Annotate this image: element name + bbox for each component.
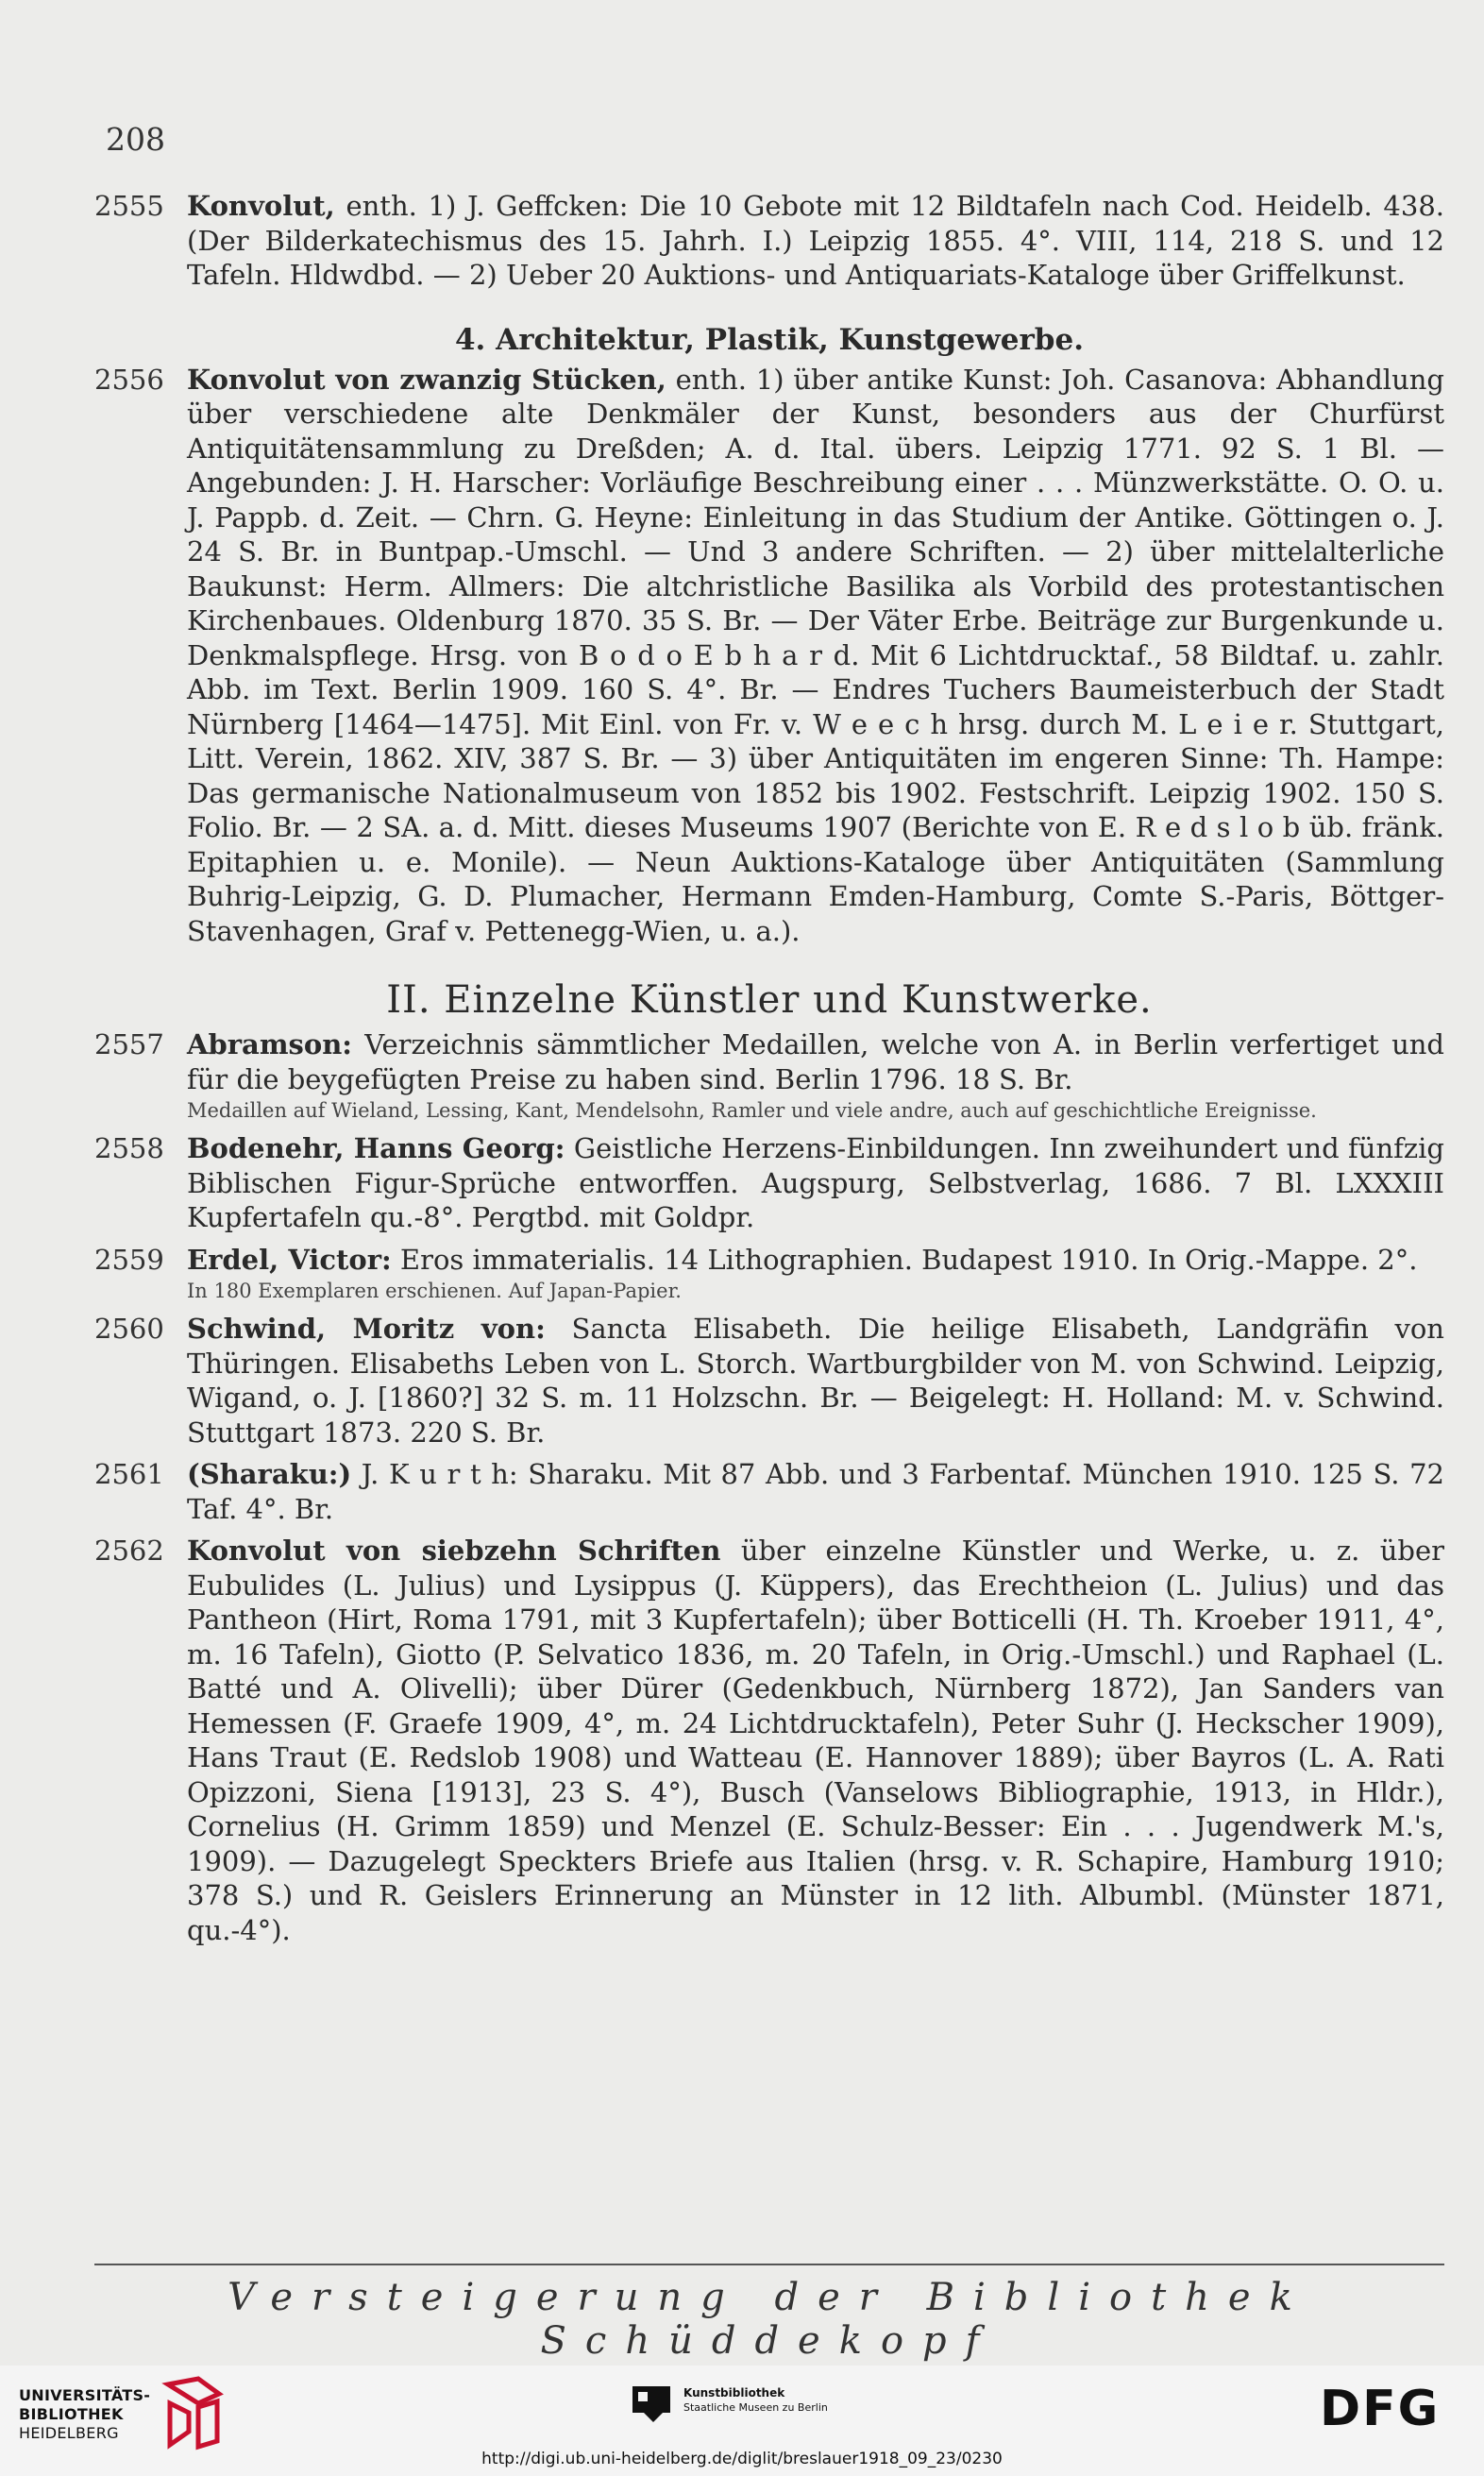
catalog-entry	[94, 1534, 1444, 1947]
entry-body	[187, 1312, 1444, 1450]
entry-heading: Erdel, Victor:	[187, 1243, 392, 1276]
catalog-entry	[94, 1312, 1444, 1450]
kunstbibliothek-logo[interactable]	[631, 2381, 876, 2437]
entry-body	[187, 1457, 1444, 1526]
entry-number: 2560	[94, 1313, 164, 1345]
entry-note: In 180 Exemplaren erschienen. Auf Japan-Papier.	[187, 1280, 682, 1302]
entry-description: enth. 1) J. Geffcken: Die 10 Gebote mit 12 Bildtafeln nach Cod. Heidelb. 438. (Der Bilderkatechismus des 15. Jahrh. I.) Leipzig 1855. 4°. VIII, 114, 218 S. und 12 Tafeln. Hldwdbd. — 2) Ueber 20 Auktions- und Antiquariats-Kataloge über Griffelkunst.	[187, 190, 1444, 291]
source-url[interactable]: http://digi.ub.uni-heidelberg.de/diglit/breslauer1918_09_23/0230	[481, 2450, 1003, 2468]
entry-number: 2559	[94, 1243, 164, 1276]
entry-number: 2558	[94, 1132, 164, 1164]
entry-body	[187, 1131, 1444, 1235]
entry-body	[187, 363, 1444, 949]
entry-description: Geistliche Herzens-Einbildungen. Inn zweihundert und fünfzig Biblischen Figur-Sprüche entworffen. Augspurg, Selbstverlag, 1686. 7 Bl. LXXXIII Kupfertafeln qu.-8°. Pergtbd. mit Goldpr.	[187, 1132, 1444, 1233]
entry-description: Eros immaterialis. 14 Lithographien. Budapest 1910. In Orig.-Mappe. 2°.	[391, 1243, 1418, 1276]
entry-description: über einzelne Künstler und Werke, u. z. über Eubulides (L. Julius) und Lysippus (J. Küppers), das Erechtheion (L. Julius) und das Pantheon (Hirt, Roma 1791, mit 3 Kupfertafeln); über Botticelli (H. Th. Kroeber 1911, 4°, m. 16 Tafeln), Giotto (P. Selvatico 1836, m. 20 Tafeln, in Orig.-Umschl.) und Raphael (L. Batté und A. Olivelli); über Dürer (Gedenkbuch, Nürnberg 1872), Jan Sanders van Hemessen (F. Graefe 1909, 4°, m. 24 Lichtdrucktafeln), Peter Suhr (J. Heckscher 1909), Hans Traut (E. Redslob 1908) und Watteau (E. Hannover 1889); über Bayros (L. A. Rati Opizzoni, Siena [1913], 23 S. 4°), Busch (Vanselows Bibliographie, 1913, in Hldr.), Cornelius (H. Grimm 1859) und Menzel (E. Schulz-Besser: Ein . . . Jugendwerk M.'s, 1909). — Dazugelegt Speckters Briefe aus Italien (hrsg. v. R. Schapire, Hamburg 1910; 378 S.) und R. Geislers Erinnerung an Münster in 12 lith. Albumbl. (Münster 1871, qu.-4°).	[187, 1535, 1445, 1946]
heid-line-2: BIBLIOTHEK	[19, 2405, 124, 2423]
catalog-text	[94, 189, 1444, 1955]
major-heading: II. Einzelne Künstler und Kunstwerke.	[386, 978, 1153, 1022]
entry-description: Sancta Elisabeth. Die heilige Elisabeth, Landgräfin von Thüringen. Elisabeths Leben von L. Storch. Wartburgbilder von M. von Schwind. Leipzig, Wigand, o. J. [1860?] 32 S. m. 11 Holzschn. Br. — Beigelegt: H. Holland: M. v. Schwind. Stuttgart 1873. 220 S. Br.	[187, 1313, 1444, 1449]
entry-body	[187, 1243, 1444, 1278]
entry-heading: Konvolut von siebzehn Schriften	[187, 1535, 721, 1567]
entry-body	[187, 189, 1444, 293]
heid-line-3: HEIDELBERG	[19, 2424, 119, 2442]
heid-line-1: UNIVERSITÄTS-	[19, 2386, 151, 2404]
entry-heading: Bodenehr, Hanns Georg:	[187, 1132, 565, 1164]
dfg-logo[interactable]: DFG	[1320, 2381, 1441, 2437]
entry-heading: Konvolut,	[187, 190, 335, 222]
entry-heading: Abramson:	[187, 1028, 352, 1060]
kb-line-1: Kunstbibliothek	[683, 2386, 785, 2400]
catalog-entry	[94, 1457, 1444, 1526]
kunstbibliothek-emblem-icon	[631, 2383, 676, 2424]
catalog-entry	[94, 363, 1444, 949]
entry-heading: (Sharaku:)	[187, 1458, 352, 1490]
entry-body	[187, 1534, 1444, 1947]
entry-number: 2555	[94, 190, 164, 222]
catalog-entry	[94, 1243, 1444, 1305]
kb-line-2: Staatliche Museen zu Berlin	[683, 2401, 828, 2414]
entry-heading: Konvolut von zwanzig Stücken,	[187, 363, 666, 396]
entries-top	[94, 189, 1444, 293]
entry-number: 2557	[94, 1028, 164, 1060]
entry-description: Verzeichnis sämmtlicher Medaillen, welche von A. in Berlin verfertiget und für die beygefügten Preise zu haben sind. Berlin 1796. 18 S. Br.	[187, 1028, 1444, 1095]
heidelberg-emblem-icon	[160, 2375, 227, 2451]
entry-heading: Schwind, Moritz von:	[187, 1313, 546, 1345]
footer-rule	[94, 2264, 1444, 2265]
catalog-entry	[94, 1027, 1444, 1124]
entries-main	[94, 1027, 1444, 1947]
entries-section-4	[94, 363, 1444, 949]
entry-number: 2562	[94, 1535, 164, 1567]
entry-number: 2556	[94, 363, 164, 396]
entry-description: enth. 1) über antike Kunst: Joh. Casanova: Abhandlung über verschiedene alte Denkmäler der Kunst, besonders aus der Churfürst Antiquitätensammlung zu Dreßden; A. d. Ital. übers. Leipzig 1771. 92 S. 1 Bl. — Angebunden: J. H. Harscher: Vorläufige Beschreibung einer . . . Münzwerkstätte. O. O. u. J. Pappb. d. Zeit. — Chrn. G. Heyne: Einleitung in das Studium der Antike. Göttingen o. J. 24 S. Br. in Buntpap.-Umschl. — Und 3 andere Schriften. — 2) über mittelalterliche Baukunst: Herm. Allmers: Die altchristliche Basilika als Vorbild des protestantischen Kirchenbaues. Oldenburg 1870. 35 S. Br. — Der Väter Erbe. Beiträge zur Burgenkunde u. Denkmalspflege. Hrsg. von B o d o E b h a r d. Mit 6 Lichtdrucktaf., 58 Bildtaf. u. zahlr. Abb. im Text. Berlin 1909. 160 S. 4°. Br. — Endres Tuchers Baumeisterbuch der Stadt Nürnberg [1464—1475]. Mit Einl. von Fr. v. W e e c h hrsg. durch M. L e i e r. Stuttgart, Litt. Verein, 1862. XIV, 387 S. Br. — 3) über Antiquitäten im engeren Sinne: Th. Hampe: Das germanische Nationalmuseum von 1852 bis 1902. Festschrift. Leipzig 1902. 150 S. Folio. Br. — 2 SA. a. d. Mitt. dieses Museums 1907 (Berichte von E. R e d s l o b üb. fränk. Epitaphien u. e. Monile). — Neun Auktions-Kataloge über Antiquitäten (Sammlung Buhrig-Leipzig, G. D. Plumacher, Hermann Emden-Hamburg, Comte S.-Paris, Böttger-Stavenhagen, Graf v. Pettenegg-Wien, u. a.).	[187, 363, 1444, 947]
entry-note: Medaillen auf Wieland, Lessing, Kant, Mendelsohn, Ramler und viele andre, auch auf geschichtliche Ereignisse.	[187, 1099, 1317, 1122]
page-number: 208	[106, 121, 165, 158]
entry-number: 2561	[94, 1458, 164, 1490]
footer-title: Versteigerung der Bibliothek Schüddekopf	[228, 2276, 1311, 2363]
catalog-entry	[94, 189, 1444, 293]
section-heading: 4. Architektur, Plastik, Kunstgewerbe.	[454, 322, 1084, 357]
entry-description: J. K u r t h: Sharaku. Mit 87 Abb. und 3 Farbentaf. München 1910. 125 S. 72 Taf. 4°. Br.	[187, 1458, 1444, 1525]
catalog-entry	[94, 1131, 1444, 1235]
entry-body	[187, 1027, 1444, 1096]
heidelberg-logo[interactable]	[19, 2375, 227, 2451]
